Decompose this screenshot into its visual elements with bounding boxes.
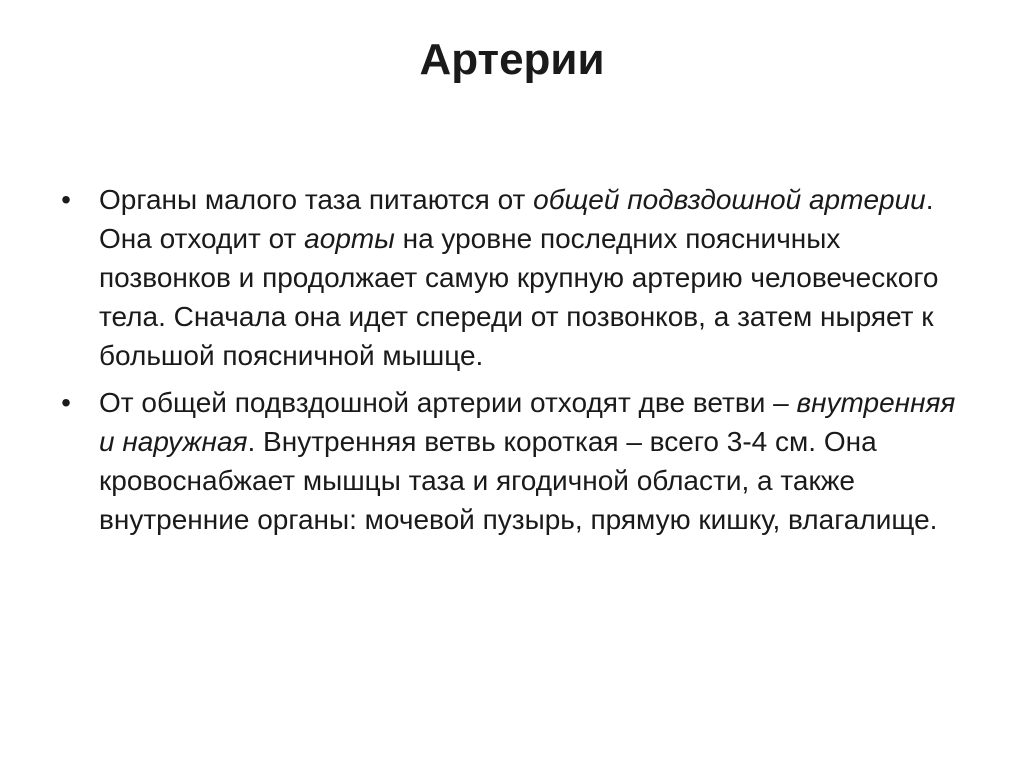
text-segment: От общей подвздошной артерии отходят две ветви – — [99, 387, 797, 418]
text-segment-italic: внутренняя и наружная — [99, 387, 956, 457]
text-segment: . Внутренняя ветвь короткая – всего 3-4 см. Она кровоснабжает мышцы таза и ягодичной области, а также внутренние органы: мочевой пузырь, прямую кишку, влагалище. — [99, 426, 938, 535]
text-segment: . Она отходит от — [99, 184, 934, 254]
text-segment: на уровне последних поясничных позвонков и продолжает самую крупную артерию человеческого тела. Сначала она идет спереди от позвонков, а затем ныряет к большой поясничной мышце. — [99, 223, 939, 371]
bullet-marker: • — [61, 387, 71, 418]
bullet-item — [56, 383, 976, 539]
text-segment-italic: аорты — [304, 223, 395, 254]
slide-title: Артерии — [419, 35, 605, 84]
bullet-text — [99, 387, 955, 535]
bullet-list — [56, 180, 976, 547]
text-segment: Органы малого таза питаются от — [99, 184, 534, 215]
bullet-item — [56, 180, 976, 375]
text-segment-italic: общей подвздошной артерии — [533, 184, 926, 215]
bullet-marker: • — [61, 184, 71, 215]
bullet-text — [99, 184, 939, 371]
